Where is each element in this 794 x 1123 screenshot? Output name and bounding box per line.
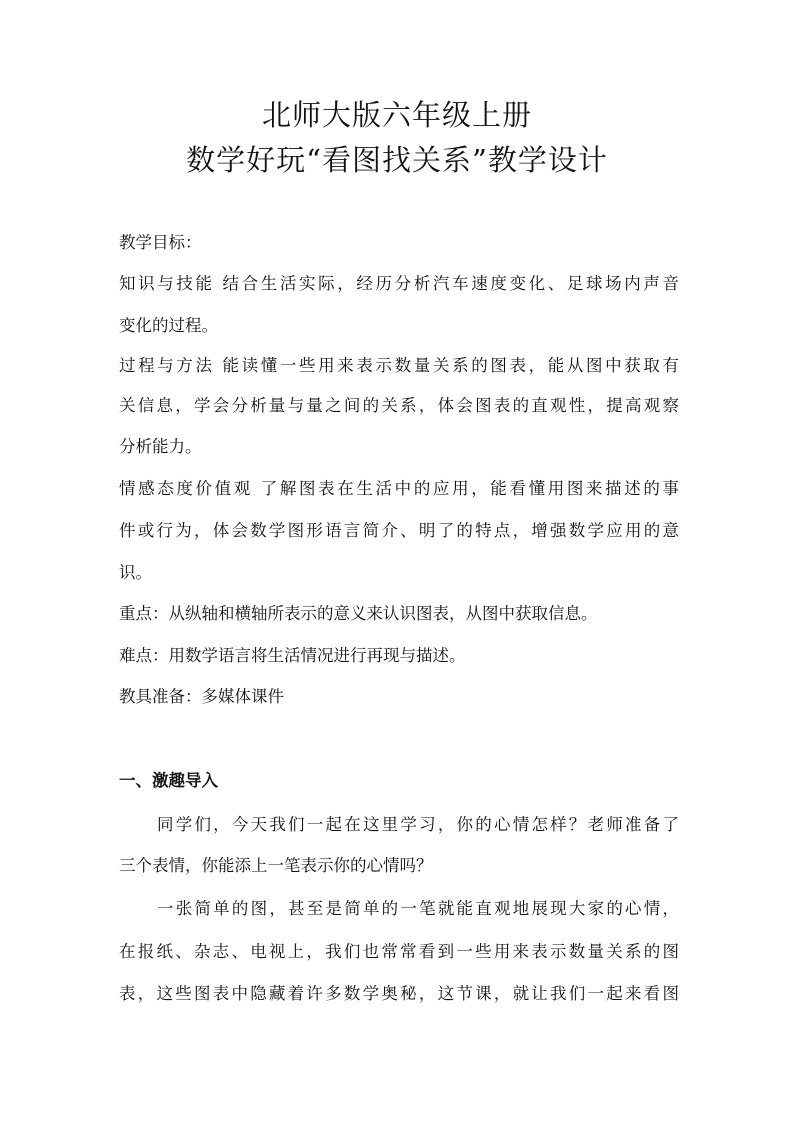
section1-para2-line3: 表，这些图表中隐藏着许多数学奥秘，这节课，就让我们一起来看图 [119,984,679,1003]
section1-heading: 一、激趣导入 [119,771,218,790]
emotion-line3: 识。 [119,563,152,582]
emotion-line1: 情感态度价值观 了解图表在生活中的应用，能看懂用图来描述的事 [119,479,679,498]
objectives-heading: 教学目标： [119,233,202,252]
section1-para2-line1: 一张简单的图，甚至是简单的一笔就能直观地展现大家的心情， [157,899,679,918]
section1-para2-line2: 在报纸、杂志、电视上，我们也常常看到一些用来表示数量关系的图 [119,942,679,961]
difficulty: 难点：用数学语言将生活情况进行再现与描述。 [119,646,466,665]
knowledge-line2: 变化的过程。 [119,316,218,335]
process-line3: 分析能力。 [119,437,202,456]
materials: 教具准备：多媒体课件 [119,687,284,706]
process-line1: 过程与方法 能读懂一些用来表示数量关系的图表，能从图中获取有 [119,356,679,375]
section1-para1-line1: 同学们，今天我们一起在这里学习，你的心情怎样？老师准备了 [157,815,679,834]
document-title-line1: 北师大版六年级上册 [261,98,532,132]
document-title-line2: 数学好玩“看图找关系”教学设计 [186,143,608,177]
key-point: 重点：从纵轴和横轴所表示的意义来认识图表，从图中获取信息。 [119,604,598,623]
knowledge-line1: 知识与技能 结合生活实际，经历分析汽车速度变化、足球场内声音 [119,274,679,293]
section1-para1-line2: 三个表情，你能添上一笔表示你的心情吗？ [119,856,433,875]
emotion-line2: 件或行为，体会数学图形语言简介、明了的特点，增强数学应用的意 [119,521,679,540]
process-line2: 关信息，学会分析量与量之间的关系，体会图表的直观性，提高观察 [119,396,679,415]
